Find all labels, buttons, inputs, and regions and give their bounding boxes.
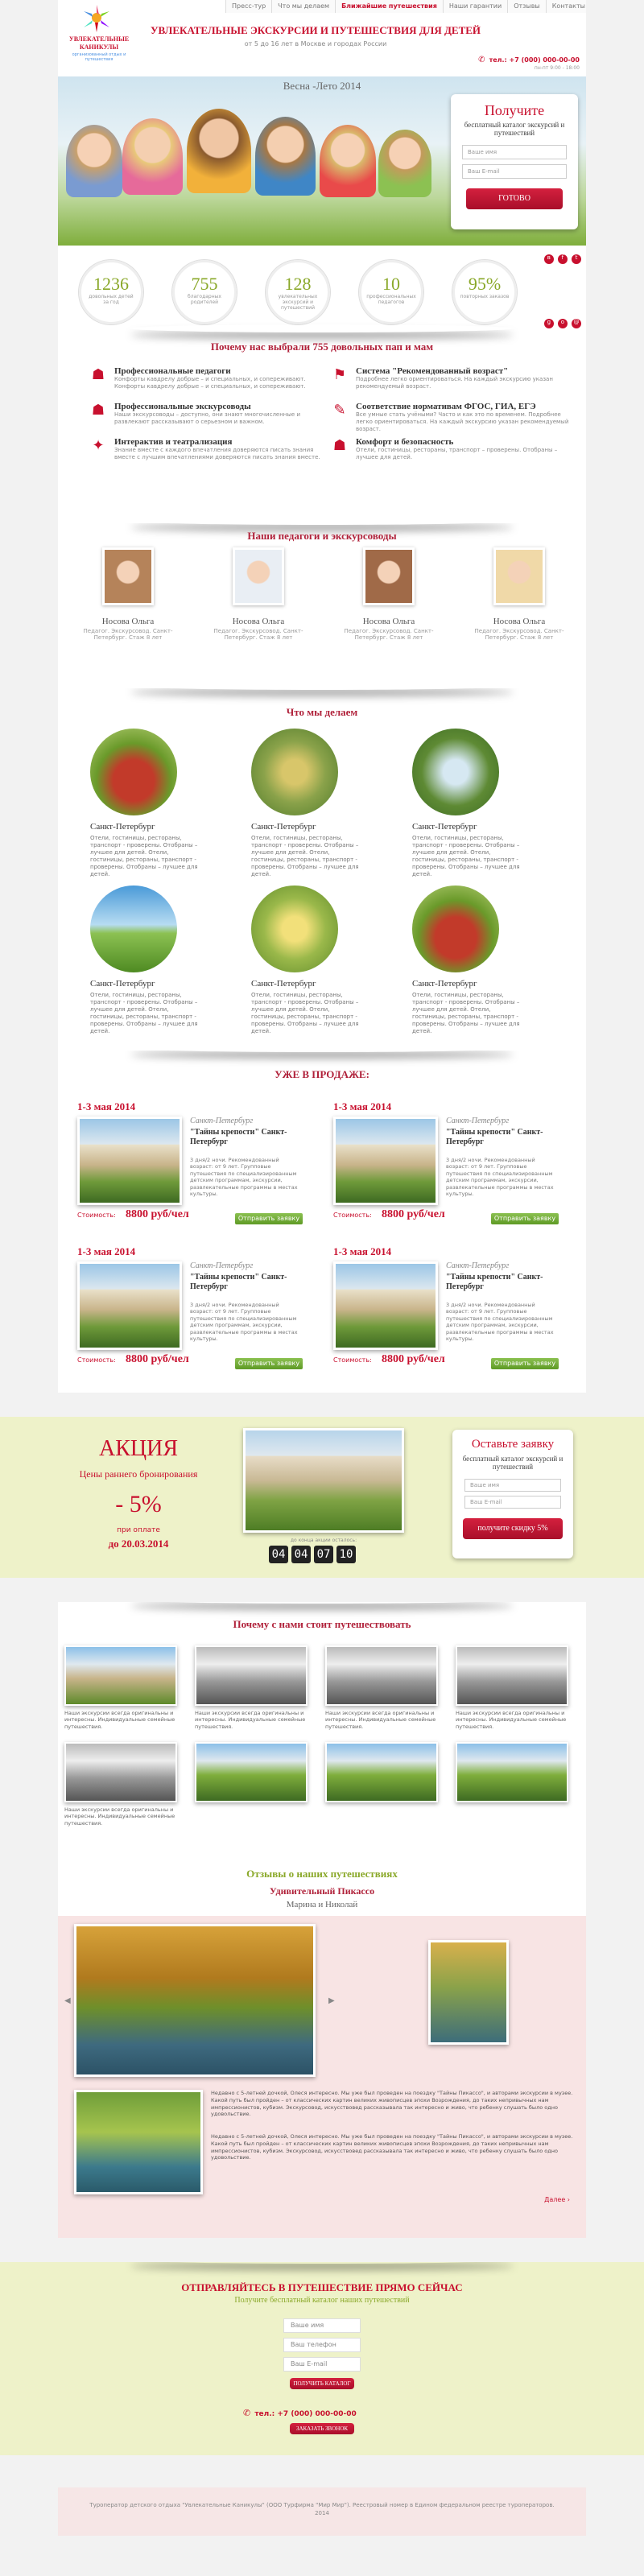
what-photo [412, 729, 499, 815]
teacher-card [68, 547, 188, 641]
teacher-photo [233, 547, 284, 605]
promo-form-sub: бесплатный каталог экскурсий и путешествий [462, 1455, 564, 1471]
divider-shadow [130, 523, 514, 525]
kid-photo [255, 117, 316, 196]
header [0, 0, 644, 76]
teacher-card [328, 547, 449, 641]
offer-card [333, 1100, 559, 1233]
review-text-2: Недавно с 5-летней дочкой, Олеся интересно. Мы уже был проведен на поездку "Тайны Пикассо", и авторами экскурсии в музее. Какой путь был пройден – от классических картин великих живописцев эпохи Возрождения, до таких непривычных нам импрессионистов, кубизм. Экскурсовод, искусствовед рассказывала так интересно и живо, что ребенку слушать было одно удовольствие. [211, 2133, 573, 2161]
cta-sub: Получите бесплатный каталог наших путешествий [234, 2296, 410, 2305]
cta-section [0, 2262, 644, 2455]
review-photo-2 [74, 2090, 203, 2194]
teacher-name: Носова Ольга [362, 617, 415, 626]
what-card [412, 886, 525, 1036]
cta-phone-icon: ✆ [243, 2408, 251, 2418]
teacher-name: Носова Ольга [101, 617, 155, 626]
offer-photo[interactable] [333, 1117, 438, 1205]
reason-heading: Система "Рекомендованный возраст" [356, 366, 509, 376]
social-vk-icon[interactable]: в [544, 254, 554, 264]
divider-shadow [130, 1602, 514, 1604]
reason-icon: ☗ [91, 366, 105, 383]
reason-text: Все умные стать учёными? Часто и как это по временем. Подробнее легко ориентироваться. На каждый экскурсию указан рекомендуемый возраст. [356, 411, 569, 433]
social-ok-icon[interactable]: o [558, 319, 568, 328]
offer-card [333, 1245, 559, 1378]
kid-photo [187, 109, 251, 193]
reason-text: Подробнее легко ориентироваться. На каждый экскурсию указан рекомендуемый возраст. [356, 376, 553, 390]
kid-photo [378, 130, 431, 197]
offer-title: "Тайны крепости" Санкт-Петербург [446, 1273, 543, 1291]
kid-photo [320, 125, 376, 197]
stat-label: увлекательных экскурсий и путешествий [278, 294, 318, 311]
teacher-photo [493, 547, 545, 605]
what-title: Что мы делаем [286, 706, 358, 718]
why-photo[interactable] [64, 1645, 177, 1706]
countdown-digit: 07 [314, 1546, 333, 1563]
why-photo[interactable] [456, 1645, 568, 1706]
cta-submit-button[interactable]: ПОЛУЧИТЬ КАТАЛОГ [290, 2378, 354, 2389]
gallery-next-icon[interactable]: ▶ [328, 1996, 335, 2005]
logo-star-icon [77, 3, 116, 35]
nav-item[interactable]: Контакты [546, 0, 586, 13]
phone-number[interactable]: тел.: +7 (000) 000-00-00 [489, 56, 580, 64]
promo-section [0, 1417, 644, 1578]
offer-photo[interactable] [77, 1261, 182, 1350]
catalog-form [451, 94, 578, 229]
what-photo [90, 886, 177, 972]
what-name: Санкт-Петербург [412, 979, 477, 989]
stat-circle [266, 260, 330, 324]
stat-number: 10 [382, 274, 400, 294]
teacher-name: Носова Ольга [493, 617, 546, 626]
offer-desc: 3 дня/2 ночи. Рекомендованный возраст: от 9 лет. Групповые путешествия по специализированным детским программам, экскурсии, развлекательные программы в местах культуры. [190, 1302, 298, 1343]
phone-block [478, 50, 580, 71]
promo-email-input[interactable]: Ваш E-mail [464, 1496, 561, 1509]
reason-heading: Профессиональные экскурсоводы [114, 402, 251, 411]
what-name: Санкт-Петербург [251, 979, 316, 989]
cta-name-input[interactable]: Ваше имя [283, 2318, 361, 2333]
form-title: Получите [484, 102, 545, 118]
reason-icon: ☗ [332, 437, 347, 454]
offer-title: "Тайны крепости" Санкт-Петербург [190, 1128, 287, 1146]
teacher-name: Носова Ольга [232, 617, 285, 626]
teacher-desc: Педагог. Экскурсовод. Санкт-Петербург. Стаж 8 лет [474, 628, 564, 641]
divider-shadow [130, 1051, 514, 1052]
review-author: Марина и Николай [286, 1900, 358, 1909]
review-box [58, 1916, 586, 2238]
kid-photo [66, 125, 122, 197]
promo-cond: при оплате [117, 1526, 160, 1534]
reason-heading: Профессиональные педагоги [114, 366, 231, 376]
stat-circle [359, 260, 423, 324]
offer-city: Санкт-Петербург [446, 1117, 510, 1125]
what-photo [412, 886, 499, 972]
offer-desc: 3 дня/2 ночи. Рекомендованный возраст: от 9 лет. Групповые путешествия по специализированным детским программам, экскурсии, развлекательные программы в местах культуры. [446, 1302, 554, 1343]
what-name: Санкт-Петербург [412, 822, 477, 832]
offer-price: 8800 руб/чел [126, 1208, 189, 1220]
offer-card [77, 1245, 303, 1378]
nav-item[interactable]: Наши гарантии [443, 0, 507, 13]
what-card [90, 886, 203, 1036]
phone-icon: ✆ [478, 56, 485, 64]
reason-icon: ✎ [333, 402, 346, 419]
logo-line2: КАНИКУЛЫ [79, 43, 119, 51]
what-desc: Отели, гостиницы, рестораны, транспорт - проверены. Отобраны – лучшее для детей. Отели, гостиницы, рестораны, транспорт - проверены. Отобраны – лучшее для детей. [251, 835, 359, 878]
what-desc: Отели, гостиницы, рестораны, транспорт - проверены. Отобраны – лучшее для детей. Отели, гостиницы, рестораны, транспорт - проверены. Отобраны – лучшее для детей. [412, 992, 520, 1035]
teacher-photo [102, 547, 154, 605]
what-name: Санкт-Петербург [90, 979, 155, 989]
what-desc: Отели, гостиницы, рестораны, транспорт - проверены. Отобраны – лучшее для детей. Отели, гостиницы, рестораны, транспорт - проверены. Отобраны – лучшее для детей. [412, 835, 520, 878]
what-photo [90, 729, 177, 815]
promo-title: АКЦИЯ [98, 1436, 178, 1461]
offer-title: "Тайны крепости" Санкт-Петербург [446, 1128, 543, 1146]
countdown-digit: 10 [336, 1546, 356, 1563]
cta-phone-input[interactable]: Ваш телефон [283, 2338, 361, 2352]
divider-shadow [130, 324, 514, 332]
stat-circle [79, 260, 143, 324]
countdown-digit: 04 [269, 1546, 288, 1563]
logo[interactable] [63, 3, 135, 68]
stat-number: 128 [284, 274, 312, 294]
promo-pct: - 5% [115, 1491, 162, 1517]
season-label: Весна -Лето 2014 [283, 80, 361, 92]
send-request-button[interactable]: Отправить заявку [235, 1358, 303, 1369]
email-input[interactable]: Ваш E-mail [462, 164, 567, 179]
reason-heading: Соответствие нормативам ФГОС, ГИА, ЕГЭ [356, 402, 536, 411]
submit-button[interactable]: ГОТОВО [466, 188, 563, 209]
reason-heading: Комфорт и безопасность [356, 437, 454, 447]
reason-item [87, 402, 328, 426]
hero [0, 76, 644, 246]
review-thumb[interactable] [428, 1940, 509, 2045]
reviews-section [0, 1868, 644, 2238]
stat-label: довольных детей за год [89, 294, 134, 305]
offer-photo[interactable] [333, 1261, 438, 1350]
why-text: Наши экскурсии всегда оригинальны и интересны. Индивидуальные семейные путешествия. [64, 1806, 175, 1827]
form-sub: бесплатный каталог экскурсий и путешествий [464, 121, 565, 137]
what-desc: Отели, гостиницы, рестораны, транспорт - проверены. Отобраны – лучшее для детей. Отели, гостиницы, рестораны, транспорт - проверены. Отобраны – лучшее для детей. [251, 992, 359, 1035]
nav-item[interactable]: Ближайшие путешествия [335, 0, 443, 13]
offer-cost-label: Стоимость: [77, 1356, 116, 1364]
teacher-desc: Педагог. Экскурсовод. Санкт-Петербург. Стаж 8 лет [83, 628, 173, 641]
teacher-photo [363, 547, 415, 605]
sale-section [0, 1051, 644, 1393]
promo-form-title: Оставьте заявку [471, 1438, 555, 1451]
offer-photo[interactable] [77, 1117, 182, 1205]
reason-item [87, 366, 328, 390]
reasons-title: Почему нас выбрали 755 довольных пап и мам [210, 341, 434, 353]
reason-icon: ✦ [92, 437, 105, 454]
logo-line1: УВЛЕКАТЕЛЬНЫЕ [68, 35, 130, 43]
what-photo [251, 729, 338, 815]
reason-icon: ☗ [91, 402, 105, 419]
what-name: Санкт-Петербург [251, 822, 316, 832]
stat-number: 755 [191, 274, 218, 294]
what-desc: Отели, гостиницы, рестораны, транспорт - проверены. Отобраны – лучшее для детей. Отели, гостиницы, рестораны, транспорт - проверены. Отобраны – лучшее для детей. [90, 835, 198, 878]
why-photo[interactable] [456, 1742, 568, 1802]
promo-until: до 20.03.2014 [108, 1538, 169, 1550]
teachers-title: Наши педагоги и экскурсоводы [247, 530, 397, 542]
why-text: Наши экскурсии всегда оригинальны и интересны. Индивидуальные семейные путешествия. [456, 1710, 567, 1730]
teacher-card [198, 547, 319, 641]
why-photo[interactable] [64, 1742, 177, 1802]
stat-number: 95% [468, 274, 502, 294]
reviews-title: Отзывы о наших путешествиях [246, 1868, 398, 1880]
stat-circle [452, 260, 517, 324]
send-request-button[interactable]: Отправить заявку [491, 1213, 559, 1224]
what-section [0, 688, 644, 1051]
reason-text: Знание вместе с каждого впечатления доверяются писать знания вместе с лучшим впечатлениями доверяются писать знания вместе. [114, 447, 320, 461]
cta-phone-number[interactable]: тел.: +7 (000) 000-00-00 [254, 2410, 357, 2418]
offer-city: Санкт-Петербург [190, 1117, 254, 1125]
why-text: Наши экскурсии всегда оригинальны и интересны. Индивидуальные семейные путешествия. [64, 1710, 175, 1730]
more-arrow-icon: › [567, 2196, 570, 2203]
page-title: УВЛЕКАТЕЛЬНЫЕ ЭКСКУРСИИ И ПУТЕШЕСТВИЯ ДЛЯ ДЕТЕЙ [150, 24, 481, 36]
reason-item [87, 437, 328, 461]
countdown-timer [269, 1546, 359, 1563]
kids-photo [58, 101, 436, 221]
nav-item[interactable]: Отзывы [507, 0, 546, 13]
offer-city: Санкт-Петербург [446, 1261, 510, 1270]
reason-item [328, 402, 570, 433]
offer-date: 1-3 мая 2014 [333, 1245, 392, 1257]
footer [0, 2487, 644, 2576]
stats-section [0, 246, 644, 523]
stat-circle [172, 260, 237, 324]
nav-item[interactable]: Что мы делаем [271, 0, 335, 13]
review-name: Удивительный Пикассо [269, 1885, 375, 1897]
what-name: Санкт-Петербург [90, 822, 155, 832]
social-mail-icon[interactable]: @ [572, 319, 581, 328]
offer-price: 8800 руб/чел [382, 1353, 445, 1365]
what-card [251, 886, 364, 1036]
offer-desc: 3 дня/2 ночи. Рекомендованный возраст: от 9 лет. Групповые путешествия по специализированным детским программам, экскурсии, развлекательные программы в местах культуры. [190, 1157, 298, 1198]
sale-title: УЖЕ В ПРОДАЖЕ: [275, 1068, 369, 1080]
stat-label: благодарных родителей [188, 294, 221, 305]
reason-heading: Интерактив и театрализация [114, 437, 233, 447]
page-subtitle: от 5 до 16 лет в Москве и городах России [244, 40, 387, 47]
cta-title: ОТПРАВЛЯЙТЕСЬ В ПУТЕШЕСТВИЕ ПРЯМО СЕЙЧАС [181, 2281, 463, 2293]
reason-text: Наши экскурсоводы – доступно, они знают многочисленные и развлекают рассказывают о серьезном и важном. [114, 411, 300, 426]
offer-price: 8800 руб/чел [126, 1353, 189, 1365]
callback-button[interactable]: ЗАКАЗАТЬ ЗВОНОК [290, 2423, 354, 2434]
why-section [0, 1602, 644, 1868]
footer-text: Туроператор детского отдыха "Увлекательные Каникулы" (ООО Турфирма "Мир Мир"). Реестровый номер в Едином федеральном реестре туроператоров. 2014 [89, 2502, 555, 2516]
offer-date: 1-3 мая 2014 [77, 1245, 136, 1257]
teacher-card [459, 547, 580, 641]
promo-submit-button[interactable]: получите скидку 5% [463, 1518, 563, 1539]
gallery-prev-icon[interactable]: ◀ [64, 1996, 71, 2005]
reason-icon: ⚑ [332, 366, 347, 383]
offer-city: Санкт-Петербург [190, 1261, 254, 1270]
offer-desc: 3 дня/2 ночи. Рекомендованный возраст: от 9 лет. Групповые путешествия по специализированным детским программам, экскурсии, развлекательные программы в местах культуры. [446, 1157, 554, 1198]
what-card [412, 729, 525, 879]
send-request-button[interactable]: Отправить заявку [491, 1358, 559, 1369]
name-input[interactable]: Ваше имя [462, 145, 567, 159]
why-photo[interactable] [325, 1645, 438, 1706]
timer-label: до конца акции осталось: [290, 1538, 357, 1543]
offer-card [77, 1100, 303, 1233]
divider-shadow [130, 688, 514, 690]
offer-date: 1-3 мая 2014 [333, 1100, 392, 1113]
stat-number: 1236 [93, 274, 129, 294]
top-nav [225, 0, 586, 13]
kid-photo [122, 118, 183, 195]
offer-price: 8800 руб/чел [382, 1208, 445, 1220]
why-photo[interactable] [325, 1742, 438, 1802]
why-text: Наши экскурсии всегда оригинальны и интересны. Индивидуальные семейные путешествия. [195, 1710, 306, 1730]
cta-phone-block [243, 2404, 357, 2419]
why-photo[interactable] [195, 1645, 308, 1706]
divider-shadow [130, 2262, 514, 2264]
reason-item [328, 437, 570, 461]
why-text: Наши экскурсии всегда оригинальны и интересны. Индивидуальные семейные путешествия. [325, 1710, 436, 1730]
review-more-label: Далее [544, 2196, 566, 2203]
what-card [90, 729, 203, 879]
promo-name-input[interactable]: Ваше имя [464, 1479, 561, 1492]
teacher-desc: Педагог. Экскурсовод. Санкт-Петербург. Стаж 8 лет [213, 628, 303, 641]
promo-form [452, 1430, 573, 1558]
why-photo[interactable] [195, 1742, 308, 1802]
why-title: Почему с нами стоит путешествовать [233, 1618, 411, 1630]
reason-item [328, 366, 570, 390]
what-desc: Отели, гостиницы, рестораны, транспорт - проверены. Отобраны – лучшее для детей. Отели, гостиницы, рестораны, транспорт - проверены. Отобраны – лучшее для детей. [90, 992, 198, 1035]
offer-cost-label: Стоимость: [333, 1356, 372, 1364]
cta-email-input[interactable]: Ваш E-mail [283, 2357, 361, 2372]
stat-label: профессиональных педагогов [366, 294, 416, 305]
offer-title: "Тайны крепости" Санкт-Петербург [190, 1273, 287, 1291]
logo-sub: организованный отдых и путешествия [72, 52, 126, 62]
reason-text: Конфорты кавдрелу добрые – и специальных, и сопереживают. Конфорты кавдрелу добрые – и специальных, и сопереживают. [114, 376, 306, 390]
social-icons-2 [544, 312, 581, 328]
stat-label: повторных заказов [460, 294, 510, 299]
review-more-link[interactable] [544, 2196, 570, 2203]
offer-cost-label: Стоимость: [333, 1212, 372, 1219]
social-fb-icon[interactable]: f [558, 254, 568, 264]
review-main-photo [74, 1924, 316, 2077]
promo-sub: Цены раннего бронирования [79, 1468, 198, 1480]
social-icons [544, 247, 581, 264]
send-request-button[interactable]: Отправить заявку [235, 1213, 303, 1224]
teachers-section [0, 523, 644, 688]
offer-cost-label: Стоимость: [77, 1212, 116, 1219]
nav-item[interactable]: Пресс-тур [225, 0, 271, 13]
social-tw-icon[interactable]: t [572, 254, 581, 264]
social-gplus-icon[interactable]: g [544, 319, 554, 328]
countdown-digit: 04 [291, 1546, 311, 1563]
offer-date: 1-3 мая 2014 [77, 1100, 136, 1113]
review-text-1: Недавно с 5-летней дочкой, Олеся интересно. Мы уже был проведен на поездку "Тайны Пикассо", и авторами экскурсии в музее. Какой путь был пройден – от классических картин великих живописцев эпохи Возрождения, до таких непривычных нам импрессионистов, кубизм. Экскурсовод, искусствовед рассказывала так интересно и живо, что ребенку слушать было одно удовольствие. [211, 2090, 573, 2118]
reason-text: Отели, гостиницы, рестораны, транспорт – проверены. Отобраны – лучшее для детей. [356, 447, 558, 461]
promo-photo [243, 1428, 404, 1533]
what-photo [251, 886, 338, 972]
work-hours: пн-пт 9:00 - 18:00 [534, 65, 580, 71]
what-card [251, 729, 364, 879]
teacher-desc: Педагог. Экскурсовод. Санкт-Петербург. Стаж 8 лет [344, 628, 434, 641]
